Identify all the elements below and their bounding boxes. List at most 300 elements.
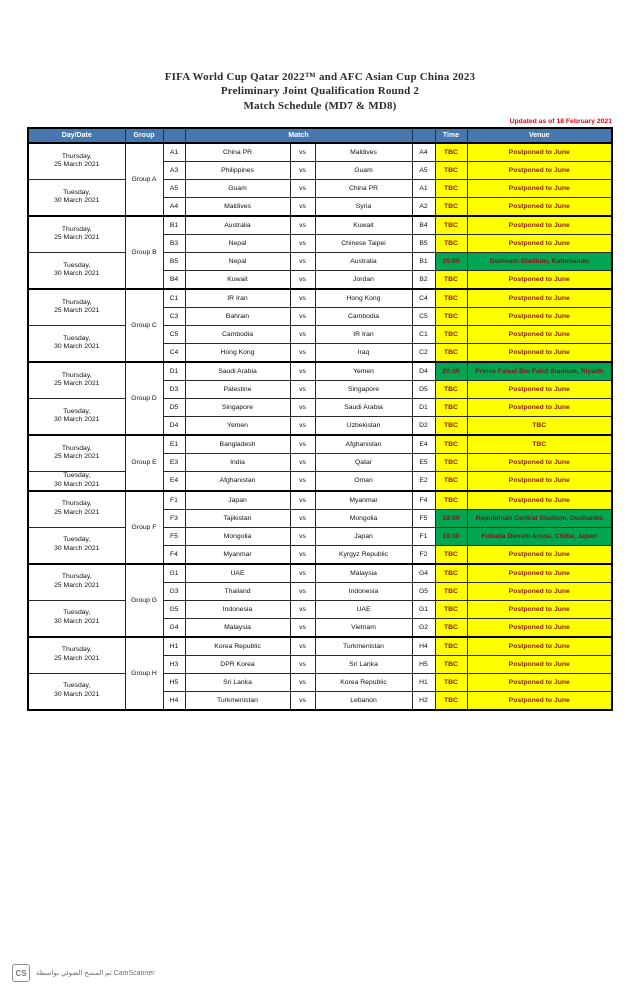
home-team-code: C4 (163, 343, 185, 362)
time-cell: TBC (435, 491, 467, 510)
venue-cell: Postponed to June (467, 216, 612, 235)
away-team-code: F5 (412, 509, 435, 527)
date-label: 30 March 2021 (54, 416, 100, 424)
day-label: Tuesday, (63, 536, 91, 544)
camscanner-logo-icon: CS (12, 964, 30, 982)
time-cell: TBC (435, 289, 467, 308)
away-team-code: G4 (412, 564, 435, 583)
venue-cell: Postponed to June (467, 453, 612, 471)
home-team-name: Turkmenistan (185, 691, 290, 710)
time-cell: TBC (435, 435, 467, 454)
date-label: 30 March 2021 (54, 270, 100, 278)
home-team-name: Singapore (185, 398, 290, 416)
vs-label: vs (290, 582, 315, 600)
date-label: 30 March 2021 (54, 197, 100, 205)
home-team-code: C5 (163, 325, 185, 343)
match-row (28, 471, 612, 490)
venue-cell: Postponed to June (467, 618, 612, 637)
home-team-name: Maldives (185, 197, 290, 216)
day-date-cell (28, 637, 125, 674)
home-team-code: H5 (163, 673, 185, 691)
header-day-date: Day/Date (28, 128, 125, 143)
vs-label: vs (290, 618, 315, 637)
time-cell: TBC (435, 545, 467, 564)
away-team-code: D1 (412, 398, 435, 416)
day-label: Thursday, (61, 500, 92, 508)
away-team-code: F4 (412, 491, 435, 510)
day-label: Thursday, (61, 573, 92, 581)
home-team-code: F3 (163, 509, 185, 527)
day-label: Thursday, (61, 225, 92, 233)
away-team-name: Cambodia (315, 307, 412, 325)
home-team-name: Palestine (185, 380, 290, 398)
venue-cell: Postponed to June (467, 564, 612, 583)
away-team-name: Mongolia (315, 509, 412, 527)
match-row (28, 398, 612, 416)
title-line-2: Preliminary Joint Qualification Round 2 (220, 85, 420, 98)
date-label: 25 March 2021 (54, 161, 100, 169)
away-team-code: C4 (412, 289, 435, 308)
venue-cell: Postponed to June (467, 197, 612, 216)
day-label: Tuesday, (63, 471, 91, 479)
home-team-code: E4 (163, 471, 185, 490)
match-row (28, 527, 612, 545)
vs-label: vs (290, 161, 315, 179)
time-cell: TBC (435, 343, 467, 362)
time-cell: TBC (435, 691, 467, 710)
away-team-code: E4 (412, 435, 435, 454)
venue-cell: TBC (467, 435, 612, 454)
home-team-code: F1 (163, 491, 185, 510)
away-team-name: Iraq (315, 343, 412, 362)
away-team-name: Hong Kong (315, 289, 412, 308)
vs-label: vs (290, 453, 315, 471)
away-team-code: H4 (412, 637, 435, 656)
vs-label: vs (290, 325, 315, 343)
home-team-code: C1 (163, 289, 185, 308)
home-team-code: A3 (163, 161, 185, 179)
away-team-name: Maldives (315, 143, 412, 162)
away-team-name: Myanmar (315, 491, 412, 510)
header-group: Group (125, 128, 163, 143)
day-label: Tuesday, (63, 188, 91, 196)
home-team-name: Malaysia (185, 618, 290, 637)
day-date-cell (28, 527, 125, 564)
match-row (28, 252, 612, 270)
day-date-cell (28, 491, 125, 528)
away-team-code: A4 (412, 143, 435, 162)
date-label: 30 March 2021 (54, 343, 100, 351)
header-spacer-right (412, 128, 435, 143)
vs-label: vs (290, 362, 315, 381)
day-label: Thursday, (61, 444, 92, 452)
away-team-code: A5 (412, 161, 435, 179)
away-team-code: D5 (412, 380, 435, 398)
away-team-name: Jordan (315, 270, 412, 289)
home-team-name: Hong Kong (185, 343, 290, 362)
day-date-cell (28, 398, 125, 435)
away-team-name: Vietnam (315, 618, 412, 637)
away-team-name: Uzbekistan (315, 416, 412, 435)
vs-label: vs (290, 691, 315, 710)
home-team-code: B5 (163, 252, 185, 270)
camscanner-watermark (12, 964, 155, 982)
home-team-code: G4 (163, 618, 185, 637)
document-title (0, 70, 640, 113)
home-team-code: H3 (163, 655, 185, 673)
away-team-name: Chinese Taipei (315, 234, 412, 252)
home-team-code: H1 (163, 637, 185, 656)
day-label: Tuesday, (63, 682, 91, 690)
vs-label: vs (290, 380, 315, 398)
day-date-cell (28, 673, 125, 710)
day-date-cell (28, 325, 125, 362)
away-team-name: Saudi Arabia (315, 398, 412, 416)
time-cell: TBC (435, 600, 467, 618)
venue-cell: Republican Central Stadium, Dushanbe (467, 509, 612, 527)
away-team-code: B2 (412, 270, 435, 289)
header-match: Match (185, 128, 412, 143)
away-team-code: G5 (412, 582, 435, 600)
away-team-name: Japan (315, 527, 412, 545)
venue-cell: Postponed to June (467, 471, 612, 490)
time-cell: TBC (435, 398, 467, 416)
time-cell: TBC (435, 618, 467, 637)
home-team-code: D4 (163, 416, 185, 435)
header-row (28, 128, 612, 143)
day-date-cell (28, 143, 125, 180)
home-team-code: E1 (163, 435, 185, 454)
away-team-name: Afghanistan (315, 435, 412, 454)
match-row (28, 564, 612, 583)
away-team-name: Malaysia (315, 564, 412, 583)
day-date-cell (28, 252, 125, 289)
date-label: 25 March 2021 (54, 655, 100, 663)
away-team-name: Turkmenistan (315, 637, 412, 656)
group-cell: Group E (125, 435, 163, 491)
home-team-name: Kuwait (185, 270, 290, 289)
time-cell: TBC (435, 234, 467, 252)
home-team-name: Afghanistan (185, 471, 290, 490)
venue-cell: Postponed to June (467, 582, 612, 600)
away-team-name: Sri Lanka (315, 655, 412, 673)
home-team-name: Korea Republic (185, 637, 290, 656)
home-team-name: UAE (185, 564, 290, 583)
vs-label: vs (290, 179, 315, 197)
away-team-code: H1 (412, 673, 435, 691)
vs-label: vs (290, 655, 315, 673)
vs-label: vs (290, 289, 315, 308)
date-label: 30 March 2021 (54, 691, 100, 699)
vs-label: vs (290, 143, 315, 162)
date-label: 30 March 2021 (54, 545, 100, 553)
vs-label: vs (290, 637, 315, 656)
time-cell: TBC (435, 471, 467, 490)
away-team-code: H5 (412, 655, 435, 673)
away-team-name: Syria (315, 197, 412, 216)
away-team-name: IR Iran (315, 325, 412, 343)
home-team-code: B1 (163, 216, 185, 235)
time-cell: TBC (435, 582, 467, 600)
group-cell: Group D (125, 362, 163, 435)
date-label: 25 March 2021 (54, 307, 100, 315)
away-team-code: A1 (412, 179, 435, 197)
away-team-code: B4 (412, 216, 435, 235)
time-cell: TBC (435, 197, 467, 216)
home-team-code: A5 (163, 179, 185, 197)
venue-cell: Fukuda Denshi Arena, Chiba, Japan (467, 527, 612, 545)
home-team-code: F4 (163, 545, 185, 564)
home-team-code: D5 (163, 398, 185, 416)
home-team-code: E3 (163, 453, 185, 471)
away-team-code: C2 (412, 343, 435, 362)
time-cell: TBC (435, 416, 467, 435)
venue-cell: Postponed to June (467, 307, 612, 325)
vs-label: vs (290, 197, 315, 216)
away-team-name: China PR (315, 179, 412, 197)
home-team-name: Australia (185, 216, 290, 235)
group-cell: Group A (125, 143, 163, 216)
time-cell: TBC (435, 637, 467, 656)
home-team-code: F5 (163, 527, 185, 545)
venue-cell: Postponed to June (467, 637, 612, 656)
venue-cell: Postponed to June (467, 600, 612, 618)
home-team-name: Bahrain (185, 307, 290, 325)
time-cell: TBC (435, 453, 467, 471)
home-team-name: Cambodia (185, 325, 290, 343)
away-team-code: G1 (412, 600, 435, 618)
vs-label: vs (290, 398, 315, 416)
venue-cell: TBC (467, 416, 612, 435)
home-team-code: G5 (163, 600, 185, 618)
header-venue: Venue (467, 128, 612, 143)
home-team-code: A1 (163, 143, 185, 162)
match-schedule-table (27, 127, 613, 711)
home-team-name: Tajikistan (185, 509, 290, 527)
time-cell: TBC (435, 380, 467, 398)
home-team-name: Guam (185, 179, 290, 197)
away-team-name: Indonesia (315, 582, 412, 600)
vs-label: vs (290, 491, 315, 510)
day-label: Tuesday, (63, 334, 91, 342)
vs-label: vs (290, 471, 315, 490)
vs-label: vs (290, 252, 315, 270)
time-cell: 20:30 (435, 362, 467, 381)
date-label: 30 March 2021 (54, 480, 100, 488)
day-date-cell (28, 435, 125, 472)
header-time: Time (435, 128, 467, 143)
away-team-code: D4 (412, 362, 435, 381)
home-team-code: C3 (163, 307, 185, 325)
home-team-code: H4 (163, 691, 185, 710)
vs-label: vs (290, 673, 315, 691)
away-team-code: C5 (412, 307, 435, 325)
group-cell: Group F (125, 491, 163, 564)
venue-cell: Prince Faisal Bin Fahd Stadium, Riyadh (467, 362, 612, 381)
match-row (28, 362, 612, 381)
day-date-cell (28, 471, 125, 490)
venue-cell: Dashrath Stadium, Kathmandu (467, 252, 612, 270)
day-label: Thursday, (61, 646, 92, 654)
day-label: Tuesday, (63, 407, 91, 415)
day-date-cell (28, 362, 125, 399)
date-label: 25 March 2021 (54, 509, 100, 517)
title-line-3: Match Schedule (MD7 & MD8) (243, 99, 397, 112)
day-label: Thursday, (61, 152, 92, 160)
day-label: Tuesday, (63, 609, 91, 617)
venue-cell: Postponed to June (467, 691, 612, 710)
vs-label: vs (290, 234, 315, 252)
away-team-code: E5 (412, 453, 435, 471)
home-team-code: G1 (163, 564, 185, 583)
home-team-code: A4 (163, 197, 185, 216)
home-team-name: Indonesia (185, 600, 290, 618)
home-team-code: D3 (163, 380, 185, 398)
date-label: 25 March 2021 (54, 582, 100, 590)
home-team-name: Nepal (185, 234, 290, 252)
home-team-name: Nepal (185, 252, 290, 270)
vs-label: vs (290, 545, 315, 564)
time-cell: TBC (435, 161, 467, 179)
away-team-name: Lebanon (315, 691, 412, 710)
group-cell: Group G (125, 564, 163, 637)
time-cell: 19:30 (435, 527, 467, 545)
away-team-code: G2 (412, 618, 435, 637)
match-row (28, 179, 612, 197)
away-team-name: Kuwait (315, 216, 412, 235)
group-cell: Group B (125, 216, 163, 289)
vs-label: vs (290, 216, 315, 235)
away-team-code: F1 (412, 527, 435, 545)
day-label: Thursday, (61, 298, 92, 306)
title-line-1: FIFA World Cup Qatar 2022™ and AFC Asian Cup China 2023 (164, 71, 476, 83)
venue-cell: Postponed to June (467, 143, 612, 162)
vs-label: vs (290, 527, 315, 545)
home-team-name: Saudi Arabia (185, 362, 290, 381)
header-spacer-left (163, 128, 185, 143)
venue-cell: Postponed to June (467, 491, 612, 510)
time-cell: 18:00 (435, 509, 467, 527)
day-label: Thursday, (61, 371, 92, 379)
time-cell: TBC (435, 307, 467, 325)
home-team-code: G3 (163, 582, 185, 600)
camscanner-text: تم المسح الضوئي بواسطة CamScanner (36, 970, 155, 977)
day-date-cell (28, 564, 125, 601)
home-team-name: Mongolia (185, 527, 290, 545)
away-team-code: D2 (412, 416, 435, 435)
venue-cell: Postponed to June (467, 161, 612, 179)
match-row (28, 216, 612, 235)
updated-note: Updated as of 18 February 2021 (509, 117, 612, 125)
match-row (28, 435, 612, 454)
vs-label: vs (290, 564, 315, 583)
venue-cell: Postponed to June (467, 343, 612, 362)
home-team-name: India (185, 453, 290, 471)
date-label: 25 March 2021 (54, 380, 100, 388)
time-cell: TBC (435, 179, 467, 197)
time-cell: 15:00 (435, 252, 467, 270)
away-team-name: Kyrgyz Republic (315, 545, 412, 564)
away-team-name: Oman (315, 471, 412, 490)
match-row (28, 289, 612, 308)
home-team-code: B4 (163, 270, 185, 289)
time-cell: TBC (435, 655, 467, 673)
match-row (28, 143, 612, 162)
away-team-code: B5 (412, 234, 435, 252)
day-date-cell (28, 216, 125, 253)
date-label: 25 March 2021 (54, 234, 100, 242)
match-row (28, 600, 612, 618)
day-date-cell (28, 289, 125, 326)
home-team-name: DPR Korea (185, 655, 290, 673)
home-team-code: B3 (163, 234, 185, 252)
home-team-name: China PR (185, 143, 290, 162)
table-body (28, 143, 612, 710)
time-cell: TBC (435, 216, 467, 235)
venue-cell: Postponed to June (467, 289, 612, 308)
venue-cell: Postponed to June (467, 380, 612, 398)
away-team-code: A2 (412, 197, 435, 216)
venue-cell: Postponed to June (467, 270, 612, 289)
venue-cell: Postponed to June (467, 179, 612, 197)
home-team-code: D1 (163, 362, 185, 381)
venue-cell: Postponed to June (467, 655, 612, 673)
away-team-code: F2 (412, 545, 435, 564)
away-team-code: C1 (412, 325, 435, 343)
group-cell: Group H (125, 637, 163, 710)
venue-cell: Postponed to June (467, 673, 612, 691)
group-cell: Group C (125, 289, 163, 362)
vs-label: vs (290, 509, 315, 527)
home-team-name: Bangladesh (185, 435, 290, 454)
home-team-name: Japan (185, 491, 290, 510)
home-team-name: Thailand (185, 582, 290, 600)
day-label: Tuesday, (63, 261, 91, 269)
match-row (28, 673, 612, 691)
venue-cell: Postponed to June (467, 398, 612, 416)
away-team-name: Singapore (315, 380, 412, 398)
home-team-name: Philippines (185, 161, 290, 179)
time-cell: TBC (435, 270, 467, 289)
away-team-name: Guam (315, 161, 412, 179)
away-team-name: UAE (315, 600, 412, 618)
home-team-name: Yemen (185, 416, 290, 435)
match-row (28, 637, 612, 656)
vs-label: vs (290, 600, 315, 618)
away-team-name: Korea Republic (315, 673, 412, 691)
home-team-name: Myanmar (185, 545, 290, 564)
time-cell: TBC (435, 673, 467, 691)
date-label: 25 March 2021 (54, 453, 100, 461)
time-cell: TBC (435, 325, 467, 343)
home-team-name: IR Iran (185, 289, 290, 308)
vs-label: vs (290, 435, 315, 454)
match-row (28, 325, 612, 343)
away-team-code: B1 (412, 252, 435, 270)
away-team-name: Australia (315, 252, 412, 270)
venue-cell: Postponed to June (467, 234, 612, 252)
away-team-code: H2 (412, 691, 435, 710)
away-team-code: E2 (412, 471, 435, 490)
venue-cell: Postponed to June (467, 325, 612, 343)
vs-label: vs (290, 270, 315, 289)
venue-cell: Postponed to June (467, 545, 612, 564)
match-row (28, 491, 612, 510)
vs-label: vs (290, 416, 315, 435)
time-cell: TBC (435, 143, 467, 162)
home-team-name: Sri Lanka (185, 673, 290, 691)
date-label: 30 March 2021 (54, 618, 100, 626)
